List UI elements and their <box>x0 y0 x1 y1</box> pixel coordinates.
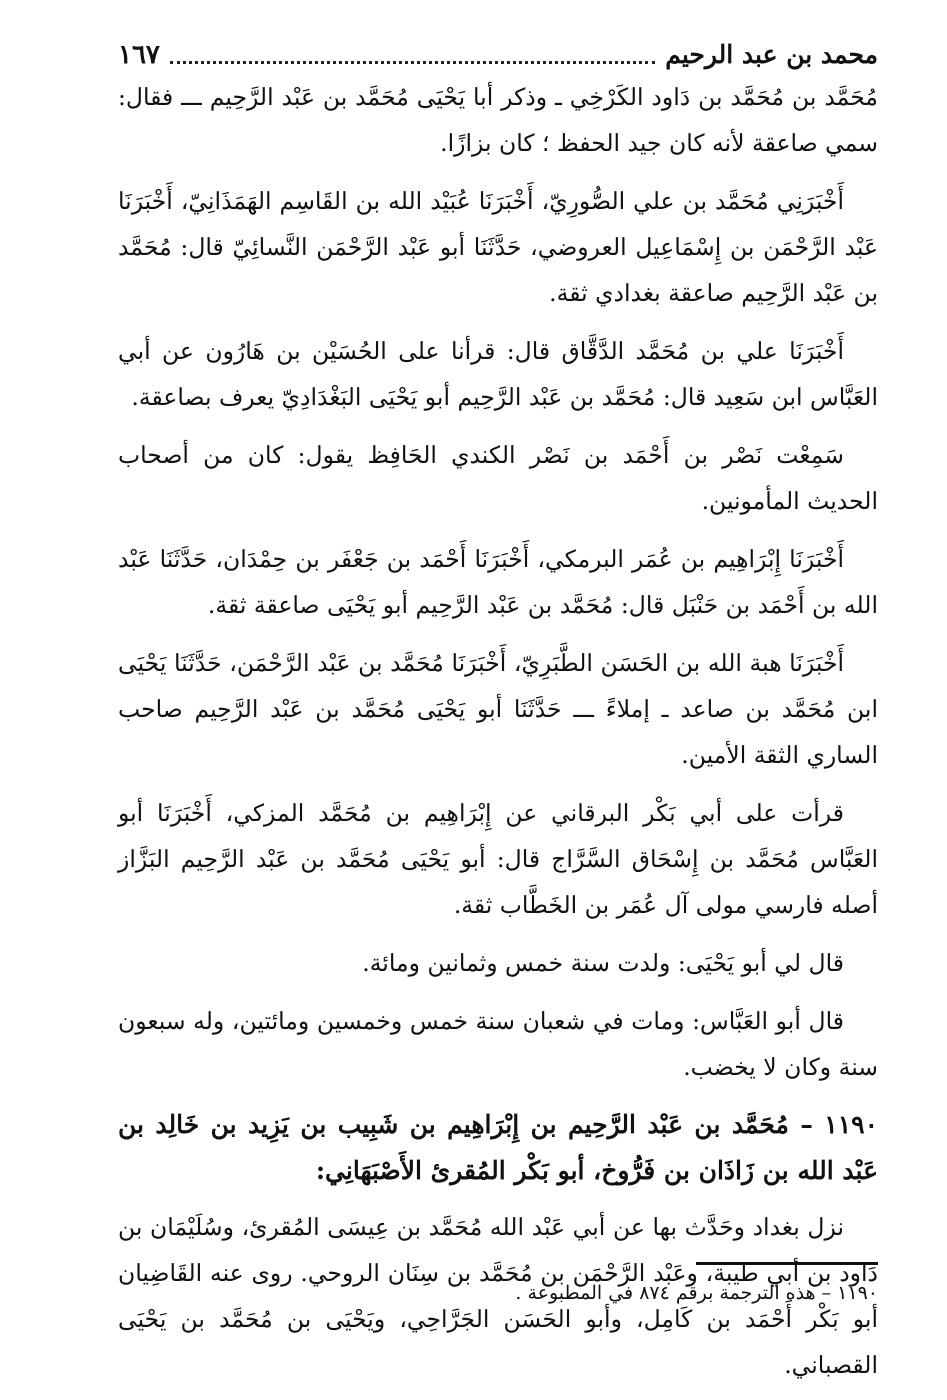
entry-body: نزل بغداد وحَدَّث بها عن أبي عَبْد الله مُحَمَّد بن عِيسَى المُقرئ، وسُلَيْمَان بن دَاود بن أبي طيبة، وعَبْد الرَّحْمَن بن مُحَمَّد بن سِنَان الروحي. روى عنه القَاضِيان أبو بَكْر أَحْمَد بن كَامِل، وأبو الحَسَن الجَرَّاحِي، ويَحْيَى بن مُحَمَّد بن يَحْيَى القصباني. <box>118 1213 878 1379</box>
page-title: محمد بن عبد الرحيم <box>665 40 878 69</box>
document-page <box>118 26 878 1400</box>
entry-heading: ١١٩٠ – مُحَمَّد بن عَبْد الرَّحِيم بن إِبْرَاهِيم بن شَبِيب بن يَزِيد بن خَالِد بن عَبْد الله بن زَاذَان بن فَرُّوخ، أبو بَكْر المُقرئ الأَصْبَهَانِي: <box>118 1110 878 1185</box>
paragraph: قال لي أبو يَحْيَى: ولدت سنة خمس وثمانين ومائة. <box>362 949 844 977</box>
footnote-rule <box>696 1262 878 1265</box>
paragraph: أَخْبَرَنَا هبة الله بن الحَسَن الطَّبَرِيّ، أَخْبَرَنَا مُحَمَّد بن عَبْد الرَّحْمَن، حَدَّثَنَا يَحْيَى ابن مُحَمَّد بن صاعد ـ إملاءً ـــ حَدَّثَنَا أبو يَحْيَى مُحَمَّد بن عَبْد الرَّحِيم صاحب الساري الثقة الأمين. <box>118 649 878 769</box>
paragraph: سَمِعْت نَصْر بن أَحْمَد بن نَصْر الكندي الحَافِظ يقول: كان من أصحاب الحديث المأمونين. <box>118 441 878 515</box>
running-header <box>118 26 878 70</box>
body-text <box>118 74 878 1388</box>
paragraph: أَخْبَرَنَا علي بن مُحَمَّد الدَّقَّاق قال: قرأنا على الحُسَيْن بن هَارُون عن أبي العَبَّاس ابن سَعِيد قال: مُحَمَّد بن عَبْد الرَّحِيم أبو يَحْيَى البَغْدَادِيّ يعرف بصاعقة. <box>118 337 878 411</box>
paragraph: أَخْبَرَنِي مُحَمَّد بن علي الصُّورِيّ، أَخْبَرَنَا عُبَيْد الله بن القَاسِم الهَمَذَانِيّ، أَخْبَرَنَا عَبْد الرَّحْمَن بن إِسْمَاعِيل العروضي، حَدَّثَنَا أبو عَبْد الرَّحْمَن النَّسائِيّ قال: مُحَمَّد بن عَبْد الرَّحِيم صاعقة بغدادي ثقة. <box>118 187 878 307</box>
paragraph: قال أبو العَبَّاس: ومات في شعبان سنة خمس وخمسين ومائتين، وله سبعون سنة وكان لا يخضب. <box>118 1007 878 1081</box>
page-number: ١٦٧ <box>118 40 160 70</box>
leader-dots <box>170 60 655 64</box>
footnote: ١١٩٠ – هذه الترجمة برقم ٨٧٤ في المطبوعة . <box>515 1282 878 1304</box>
paragraph: أَخْبَرَنَا إِبْرَاهِيم بن عُمَر البرمكي، أَخْبَرَنَا أَحْمَد بن جَعْفَر بن حِمْدَان، حَدَّثَنَا عَبْد الله بن أَحْمَد بن حَنْبَل قال: مُحَمَّد بن عَبْد الرَّحِيم أبو يَحْيَى صاعقة ثقة. <box>118 545 878 619</box>
paragraph: قرأت على أبي بَكْر البرقاني عن إِبْرَاهِيم بن مُحَمَّد المزكي، أَخْبَرَنَا أبو العَبَّاس مُحَمَّد بن إِسْحَاق السَّرَّاج قال: أبو يَحْيَى مُحَمَّد بن عَبْد الرَّحِيم البَزَّاز أصله فارسي مولى آل عُمَر بن الخَطَّاب ثقة. <box>118 799 878 919</box>
paragraph: مُحَمَّد بن مُحَمَّد بن دَاود الكَرْخِي ـ وذكر أبا يَحْيَى مُحَمَّد بن عَبْد الرَّحِيم ـــ فقال: سمي صاعقة لأنه كان جيد الحفظ ؛ كان بزازًا. <box>118 83 878 157</box>
